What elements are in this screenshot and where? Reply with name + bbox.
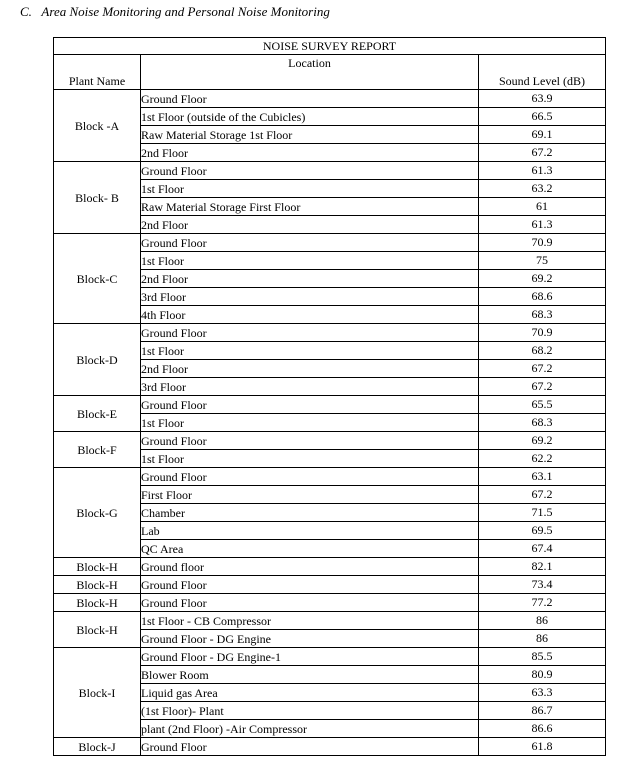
location-cell: 1st Floor - CB Compressor — [141, 612, 479, 630]
location-cell: First Floor — [141, 486, 479, 504]
table-row — [54, 432, 606, 450]
plant-name-cell: Block-H — [54, 558, 141, 576]
location-cell: 1st Floor — [141, 414, 479, 432]
plant-name-cell: Block-F — [54, 432, 141, 468]
location-cell: Ground floor — [141, 558, 479, 576]
table-row — [54, 648, 606, 666]
location-cell: Liquid gas Area — [141, 684, 479, 702]
table-row — [54, 576, 606, 594]
location-cell: Ground Floor — [141, 576, 479, 594]
table-row — [54, 324, 606, 342]
sound-level-cell: 69.2 — [479, 432, 606, 450]
sound-level-cell: 80.9 — [479, 666, 606, 684]
column-header-plant-name: Plant Name — [54, 55, 141, 90]
sound-level-cell: 67.2 — [479, 378, 606, 396]
sound-level-cell: 86.6 — [479, 720, 606, 738]
sound-level-cell: 77.2 — [479, 594, 606, 612]
sound-level-cell: 75 — [479, 252, 606, 270]
location-cell: Raw Material Storage 1st Floor — [141, 126, 479, 144]
location-cell: 1st Floor (outside of the Cubicles) — [141, 108, 479, 126]
plant-name-cell: Block-G — [54, 468, 141, 558]
sound-level-cell: 70.9 — [479, 234, 606, 252]
sound-level-cell: 63.1 — [479, 468, 606, 486]
sound-level-cell: 69.2 — [479, 270, 606, 288]
location-cell: Ground Floor — [141, 468, 479, 486]
column-header-sound-level: Sound Level (dB) — [479, 55, 606, 90]
location-cell: Raw Material Storage First Floor — [141, 198, 479, 216]
table-row — [54, 468, 606, 486]
sound-level-cell: 68.2 — [479, 342, 606, 360]
sound-level-cell: 71.5 — [479, 504, 606, 522]
location-cell: Ground Floor — [141, 396, 479, 414]
plant-name-cell: Block-J — [54, 738, 141, 756]
sound-level-cell: 67.4 — [479, 540, 606, 558]
sound-level-cell: 67.2 — [479, 486, 606, 504]
table-row — [54, 612, 606, 630]
location-cell: 2nd Floor — [141, 216, 479, 234]
table-row — [54, 90, 606, 108]
location-cell: Ground Floor — [141, 594, 479, 612]
sound-level-cell: 69.1 — [479, 126, 606, 144]
plant-name-cell: Block-D — [54, 324, 141, 396]
plant-name-cell: Block -A — [54, 90, 141, 162]
plant-name-cell: Block-H — [54, 612, 141, 648]
section-heading: C. Area Noise Monitoring and Personal Noise Monitoring — [20, 4, 330, 19]
location-cell: Ground Floor — [141, 90, 479, 108]
plant-name-cell: Block-H — [54, 594, 141, 612]
sound-level-cell: 63.9 — [479, 90, 606, 108]
plant-name-cell: Block-I — [54, 648, 141, 738]
sound-level-cell: 85.5 — [479, 648, 606, 666]
table-row — [54, 558, 606, 576]
noise-survey-table — [53, 37, 606, 756]
table-title: NOISE SURVEY REPORT — [54, 38, 606, 55]
location-cell: Lab — [141, 522, 479, 540]
column-header-location: Location — [141, 55, 479, 90]
location-cell: Chamber — [141, 504, 479, 522]
sound-level-cell: 63.2 — [479, 180, 606, 198]
location-cell: 1st Floor — [141, 252, 479, 270]
table-row — [54, 234, 606, 252]
location-cell: Ground Floor — [141, 234, 479, 252]
location-cell: 3rd Floor — [141, 288, 479, 306]
sound-level-cell: 61 — [479, 198, 606, 216]
table-row — [54, 738, 606, 756]
table-row — [54, 396, 606, 414]
sound-level-cell: 68.6 — [479, 288, 606, 306]
sound-level-cell: 70.9 — [479, 324, 606, 342]
location-cell: 2nd Floor — [141, 270, 479, 288]
sound-level-cell: 65.5 — [479, 396, 606, 414]
sound-level-cell: 86 — [479, 612, 606, 630]
location-cell: 1st Floor — [141, 342, 479, 360]
location-cell: 1st Floor — [141, 180, 479, 198]
location-cell: Ground Floor — [141, 324, 479, 342]
plant-name-cell: Block-H — [54, 576, 141, 594]
location-cell: QC Area — [141, 540, 479, 558]
location-cell: Ground Floor - DG Engine-1 — [141, 648, 479, 666]
location-cell: Ground Floor — [141, 432, 479, 450]
sound-level-cell: 61.3 — [479, 162, 606, 180]
sound-level-cell: 63.3 — [479, 684, 606, 702]
location-cell: 4th Floor — [141, 306, 479, 324]
location-cell: plant (2nd Floor) -Air Compressor — [141, 720, 479, 738]
sound-level-cell: 61.8 — [479, 738, 606, 756]
location-cell: 1st Floor — [141, 450, 479, 468]
sound-level-cell: 67.2 — [479, 360, 606, 378]
location-cell: Ground Floor — [141, 738, 479, 756]
plant-name-cell: Block-C — [54, 234, 141, 324]
sound-level-cell: 86 — [479, 630, 606, 648]
sound-level-cell: 68.3 — [479, 414, 606, 432]
plant-name-cell: Block-E — [54, 396, 141, 432]
sound-level-cell: 73.4 — [479, 576, 606, 594]
sound-level-cell: 61.3 — [479, 216, 606, 234]
table-row — [54, 162, 606, 180]
location-cell: (1st Floor)- Plant — [141, 702, 479, 720]
location-cell: 3rd Floor — [141, 378, 479, 396]
table-body — [54, 90, 606, 756]
sound-level-cell: 66.5 — [479, 108, 606, 126]
sound-level-cell: 68.3 — [479, 306, 606, 324]
location-cell: Blower Room — [141, 666, 479, 684]
location-cell: Ground Floor - DG Engine — [141, 630, 479, 648]
location-cell: 2nd Floor — [141, 360, 479, 378]
sound-level-cell: 69.5 — [479, 522, 606, 540]
sound-level-cell: 62.2 — [479, 450, 606, 468]
table-row — [54, 594, 606, 612]
location-cell: 2nd Floor — [141, 144, 479, 162]
sound-level-cell: 82.1 — [479, 558, 606, 576]
location-cell: Ground Floor — [141, 162, 479, 180]
sound-level-cell: 86.7 — [479, 702, 606, 720]
sound-level-cell: 67.2 — [479, 144, 606, 162]
plant-name-cell: Block- B — [54, 162, 141, 234]
